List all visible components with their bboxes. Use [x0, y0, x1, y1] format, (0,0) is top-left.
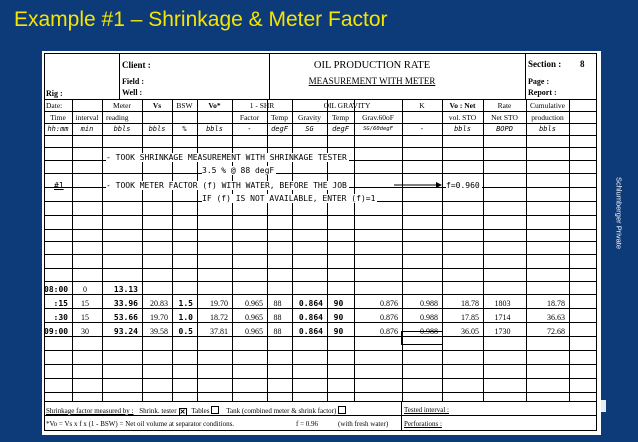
- note-shrinkage: - TOOK SHRINKAGE MEASUREMENT WITH SHRINKAGE TESTER: [106, 153, 347, 162]
- col-rate: Rate: [497, 101, 512, 110]
- col-time: Time: [50, 113, 66, 122]
- row-line: [44, 254, 597, 255]
- cell-time: 09:00: [44, 327, 69, 336]
- rig-label: Rig :: [46, 89, 63, 98]
- footer-tank: Tank (combined meter & shrink factor): [226, 407, 337, 415]
- cell-vo: 19.70: [210, 299, 228, 308]
- cell-gravity: 0.864: [298, 313, 323, 322]
- row-line: [44, 378, 597, 379]
- unit-oil-temp: degF: [332, 125, 349, 133]
- unit-time: hh:mm: [47, 125, 69, 133]
- cell-temp: 88: [273, 327, 282, 336]
- section-value: 8: [580, 59, 585, 69]
- form-title: OIL PRODUCTION RATE: [313, 60, 431, 71]
- note-f-default: IF (f) IS NOT AVAILABLE, ENTER (f)=1: [202, 194, 376, 203]
- cell-interval: 30: [81, 327, 89, 336]
- edge-tab: [601, 400, 606, 412]
- cell-cum: 36.63: [547, 313, 565, 322]
- client-label: Client :: [122, 60, 151, 70]
- arrow-icon: [394, 180, 442, 190]
- col-vo: Vo*: [208, 101, 221, 110]
- page-label: Page :: [528, 77, 550, 86]
- cell-otemp: 90: [333, 313, 344, 322]
- row-line: [44, 123, 597, 124]
- column-line: [354, 99, 355, 401]
- cell-vs: 20.83: [150, 299, 168, 308]
- row-line: [44, 241, 597, 242]
- cell-grav60: 0.876: [380, 313, 398, 322]
- unit-gravity: SG: [305, 125, 314, 133]
- header-divider: [269, 53, 270, 99]
- header-divider: [119, 53, 120, 99]
- cell-bsw: 1.5: [178, 299, 193, 308]
- well-label: Well :: [122, 88, 143, 97]
- column-line: [102, 99, 103, 401]
- column-line: [197, 99, 198, 401]
- cell-factor: 0.965: [245, 327, 263, 336]
- side-text: Schlumberger Private: [614, 176, 624, 250]
- footer-formula: *Vo = Vs x f x (1 - BSW) = Net oil volume at separator conditions.: [46, 420, 235, 428]
- cell-k: 0.988: [420, 299, 438, 308]
- cell-time: :15: [53, 299, 68, 308]
- cell-meter: 53.66: [113, 313, 138, 322]
- cell-temp: 88: [273, 313, 282, 322]
- column-line: [72, 99, 73, 401]
- row-line: [44, 350, 597, 351]
- row-line: [44, 215, 597, 216]
- cell-time: :30: [53, 313, 68, 322]
- row-line: [44, 322, 597, 323]
- unit-vo: bbls: [206, 125, 223, 133]
- column-line: [327, 99, 328, 401]
- row-line: [44, 294, 597, 295]
- slide-title: Example #1 – Shrinkage & Meter Factor: [14, 8, 388, 31]
- cell-gravity: 0.864: [298, 299, 323, 308]
- cell-net: 17.85: [461, 313, 479, 322]
- row-line: [44, 364, 597, 365]
- cell-vo: 18.72: [210, 313, 228, 322]
- selected-cell[interactable]: [401, 331, 443, 345]
- col-grav60: Grav.60oF: [362, 113, 394, 122]
- col-shr: 1 - SHR: [249, 101, 275, 110]
- unit-factor: -: [247, 125, 252, 133]
- section-label: Section :: [528, 59, 562, 69]
- cell-gravity: 0.864: [298, 327, 323, 336]
- col-vol-sto: vol. STO: [448, 113, 477, 122]
- cell-vs: 19.70: [150, 313, 168, 322]
- unit-net: bbls: [454, 125, 471, 133]
- row-line: [44, 229, 597, 230]
- cell-cum: 18.78: [547, 299, 565, 308]
- row-line: [44, 147, 597, 148]
- header-divider: [525, 53, 526, 99]
- column-line: [483, 99, 484, 401]
- row-line: [44, 268, 597, 269]
- unit-cum: bbls: [539, 125, 556, 133]
- unit-rate: BOPD: [496, 125, 513, 133]
- row-line: [44, 135, 597, 136]
- note-f-value: f=0.960: [446, 181, 480, 190]
- checkbox-shrink-tester[interactable]: ✕: [179, 408, 186, 416]
- cell-bsw: 0.5: [178, 327, 193, 336]
- unit-vs: bbls: [148, 125, 166, 133]
- header-bottom-line: [44, 99, 597, 100]
- cell-cum: 72.68: [547, 327, 565, 336]
- cell-rate: 1730: [494, 327, 511, 336]
- cell-meter: 93.24: [113, 327, 138, 336]
- cell-vs: 39.58: [150, 327, 168, 336]
- column-line: [232, 99, 233, 401]
- row-line: [44, 336, 597, 337]
- unit-k: -: [419, 125, 425, 133]
- row-line: [44, 173, 597, 174]
- cell-net: 36.05: [461, 327, 479, 336]
- col-oil-temp: Temp: [332, 113, 349, 122]
- footer-tested-interval: Tested interval :: [404, 406, 449, 414]
- column-line: [142, 99, 143, 401]
- footer-line: [44, 401, 597, 402]
- footer-shrinkage-label: Shrinkage factor measured by :: [46, 407, 134, 415]
- col-vs: Vs: [152, 101, 162, 110]
- field-label: Field :: [122, 77, 144, 86]
- form-subtitle: MEASUREMENT WITH METER: [308, 76, 436, 86]
- cell-grav60: 0.876: [380, 299, 398, 308]
- cell-net: 18.78: [461, 299, 479, 308]
- unit-temp: degF: [271, 125, 288, 133]
- column-line: [172, 99, 173, 401]
- row-line: [44, 281, 597, 282]
- col-production: production: [531, 113, 564, 122]
- col-vo-net: Vo : Net: [449, 101, 476, 110]
- checkbox-tank[interactable]: [338, 406, 346, 414]
- cell-meter: 33.96: [113, 299, 138, 308]
- column-line: [442, 99, 443, 401]
- report-label: Report :: [528, 88, 557, 97]
- column-line: [292, 99, 293, 401]
- footer-perforations: Perforations :: [404, 420, 442, 428]
- report-sheet: [42, 51, 601, 435]
- cell-bsw: 1.0: [178, 313, 193, 322]
- cell-k: 0.988: [420, 327, 438, 336]
- checkbox-tables[interactable]: [211, 406, 219, 414]
- unit-meter: bbls: [113, 125, 131, 133]
- col-interval: interval: [75, 113, 99, 122]
- cell-interval: 15: [81, 299, 89, 308]
- col-oil-gravity: OIL GRAVITY: [323, 101, 371, 110]
- unit-grav60: SG/60degF: [363, 126, 393, 132]
- side-banner: [611, 168, 627, 258]
- column-line: [267, 99, 268, 401]
- cell-otemp: 90: [333, 299, 344, 308]
- col-factor: Factor: [239, 113, 260, 122]
- column-line: [569, 99, 570, 401]
- footer-shrink-tester: Shrink. tester: [139, 407, 177, 415]
- cell-factor: 0.965: [245, 299, 263, 308]
- col-temp: Temp: [271, 113, 288, 122]
- note-shrinkage-value: 3.5 % @ 88 degF: [202, 166, 275, 175]
- col-gravity: Gravity: [298, 113, 321, 122]
- col-meter: Meter: [113, 101, 131, 110]
- unit-interval: min: [80, 125, 94, 133]
- footer-shrinkage-row: [46, 406, 346, 416]
- col-cumulative: Cumulative: [530, 101, 565, 110]
- col-reading: reading: [106, 113, 129, 122]
- cell-rate: 1803: [494, 299, 511, 308]
- note-marker: #1: [54, 181, 64, 190]
- footer-f-eq: f = 0.96: [296, 420, 319, 428]
- row-line: [44, 308, 597, 309]
- row-line: [44, 392, 597, 393]
- column-line: [526, 99, 527, 401]
- row-line: [44, 111, 597, 112]
- col-net-sto: Net STO: [491, 113, 518, 122]
- note-meter-factor: - TOOK METER FACTOR (f) WITH WATER, BEFORE THE JOB: [106, 181, 347, 190]
- cell-time: 08:00: [44, 285, 69, 294]
- cell-rate: 1714: [494, 313, 511, 322]
- cell-factor: 0.965: [245, 313, 263, 322]
- col-k: K: [419, 101, 425, 110]
- footer-fresh-water: (with fresh water): [338, 420, 389, 428]
- cell-interval: 0: [83, 285, 87, 294]
- unit-bsw: %: [182, 125, 187, 133]
- footer-tables: Tables: [191, 407, 210, 415]
- cell-grav60: 0.876: [380, 327, 398, 336]
- column-line: [402, 99, 403, 401]
- cell-meter: 13.13: [113, 285, 138, 294]
- cell-otemp: 90: [333, 327, 344, 336]
- cell-k: 0.988: [420, 313, 438, 322]
- col-bsw: BSW: [176, 101, 193, 110]
- cell-interval: 15: [81, 313, 89, 322]
- footer-divider: [401, 401, 402, 431]
- col-date: Date:: [46, 101, 63, 110]
- cell-vo: 37.81: [210, 327, 228, 336]
- cell-temp: 88: [273, 299, 282, 308]
